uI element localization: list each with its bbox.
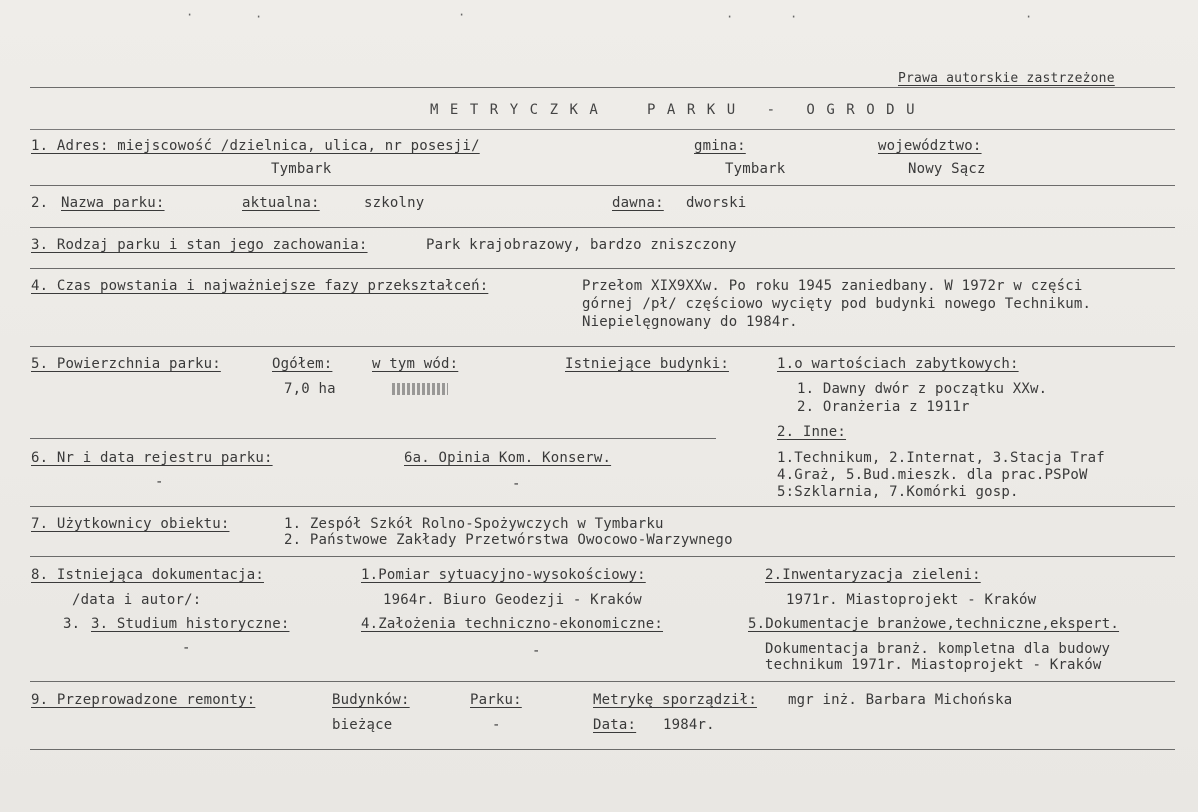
other-buildings-line-2: 4.Graż, 5.Bud.mieszk. dla prac.PSPoW xyxy=(777,467,1088,483)
buildings-label: Istniejące budynki: xyxy=(565,356,729,372)
greenery-inventory-label: 2.Inwentaryzacja zieleni: xyxy=(765,567,981,583)
divider xyxy=(30,438,716,439)
other-buildings-line-1: 1.Technikum, 2.Internat, 3.Stacja Traf xyxy=(777,450,1105,466)
current-name-label: aktualna: xyxy=(242,195,320,211)
date-label: Data: xyxy=(593,717,637,733)
historic-buildings-label: 1.o wartościach zabytkowych: xyxy=(777,356,1019,372)
branch-docs-label: 5.Dokumentacje branżowe,techniczne,ekspert. xyxy=(748,616,1120,632)
divider xyxy=(30,506,1175,507)
prepared-by-value: mgr inż. Barbara Michońska xyxy=(788,692,1013,708)
building-repairs-label: Budynków: xyxy=(332,692,410,708)
page-title-secondary: PARKU - OGRODU xyxy=(647,102,927,118)
current-name-value: szkolny xyxy=(364,195,425,211)
gmina-value: Tymbark xyxy=(725,161,786,177)
tech-econ-label: 4.Założenia techniczno-ekonomiczne: xyxy=(361,616,664,632)
conservator-opinion-label: 6a. Opinia Kom. Konserw. xyxy=(404,450,612,466)
scan-mark: · xyxy=(458,8,466,22)
page-title: METRYCZKA xyxy=(430,102,610,118)
scan-mark: · xyxy=(726,10,734,24)
divider xyxy=(30,268,1175,269)
divider xyxy=(30,227,1175,228)
divider xyxy=(30,749,1175,750)
tech-econ-value: - xyxy=(532,643,541,659)
scan-mark: · xyxy=(790,10,798,24)
greenery-inventory-value: 1971r. Miastoprojekt - Kraków xyxy=(786,592,1037,608)
park-type-label: 3. Rodzaj parku i stan jego zachowania: xyxy=(31,237,368,253)
history-line-3: Niepielęgnowany do 1984r. xyxy=(582,314,798,330)
park-name-number: 2. xyxy=(31,195,49,211)
historical-study-value: - xyxy=(182,640,191,656)
gmina-label: gmina: xyxy=(694,138,746,154)
conservator-opinion-value: - xyxy=(512,476,521,492)
date-value: 1984r. xyxy=(663,717,715,733)
former-name-label: dawna: xyxy=(612,195,664,211)
scan-mark: · xyxy=(1025,10,1033,24)
history-label: 4. Czas powstania i najważniejsze fazy przekształceń: xyxy=(31,278,489,294)
scan-mark: · xyxy=(186,8,194,22)
area-label: 5. Powierzchnia parku: xyxy=(31,356,221,372)
repairs-label: 9. Przeprowadzone remonty: xyxy=(31,692,256,708)
total-area-value: 7,0 ha xyxy=(284,381,336,397)
prepared-by-label: Metrykę sporządził: xyxy=(593,692,757,708)
voivodeship-label: województwo: xyxy=(878,138,982,154)
history-line-2: górnej /pł/ częściowo wycięty pod budynki nowego Technikum. xyxy=(582,296,1092,312)
scan-mark: · xyxy=(255,10,263,24)
other-buildings-label: 2. Inne: xyxy=(777,424,847,440)
user-2: 2. Państwowe Zakłady Przetwórstwa Owocowo-Warzywnego xyxy=(284,532,733,548)
water-area-label: w tym wód: xyxy=(372,356,459,372)
documentation-label: 8. Istniejąca dokumentacja: xyxy=(31,567,264,583)
park-type-value: Park krajobrazowy, bardzo zniszczony xyxy=(426,237,737,253)
divider xyxy=(30,185,1175,186)
divider xyxy=(30,346,1175,347)
historical-study-number: 3. xyxy=(63,616,81,632)
building-repairs-value: bieżące xyxy=(332,717,393,733)
register-label: 6. Nr i data rejestru parku: xyxy=(31,450,273,466)
former-name-value: dworski xyxy=(686,195,747,211)
survey-value: 1964r. Biuro Geodezji - Kraków xyxy=(383,592,642,608)
divider xyxy=(30,681,1175,682)
copyright-notice: Prawa autorskie zastrzeżone xyxy=(898,71,1115,86)
address-label: 1. Adres: miejscowość /dzielnica, ulica, nr posesji/ xyxy=(31,138,480,154)
divider xyxy=(30,87,1175,88)
user-1: 1. Zespół Szkół Rolno-Spożywczych w Tymbarku xyxy=(284,516,664,532)
branch-docs-line-1: Dokumentacja branż. kompletna dla budowy xyxy=(765,641,1111,657)
historic-building-1: 1. Dawny dwór z początku XXw. xyxy=(797,381,1048,397)
users-label: 7. Użytkownicy obiektu: xyxy=(31,516,230,532)
history-line-1: Przełom XIX9XXw. Po roku 1945 zaniedbany. W 1972r w części xyxy=(582,278,1083,294)
crossed-out-mark xyxy=(392,383,448,395)
divider xyxy=(30,556,1175,557)
voivodeship-value: Nowy Sącz xyxy=(908,161,986,177)
park-repairs-value: - xyxy=(492,717,501,733)
other-buildings-line-3: 5:Szklarnia, 7.Komórki gosp. xyxy=(777,484,1019,500)
divider xyxy=(30,129,1175,130)
survey-label: 1.Pomiar sytuacyjno-wysokościowy: xyxy=(361,567,646,583)
register-value: - xyxy=(155,474,164,490)
historic-building-2: 2. Oranżeria z 1911r xyxy=(797,399,970,415)
documentation-sub-label: /data i autor/: xyxy=(72,592,202,608)
park-repairs-label: Parku: xyxy=(470,692,522,708)
locality-value: Tymbark xyxy=(271,161,332,177)
total-area-label: Ogółem: xyxy=(272,356,333,372)
park-name-label: Nazwa parku: xyxy=(61,195,165,211)
branch-docs-line-2: technikum 1971r. Miastoprojekt - Kraków xyxy=(765,657,1102,673)
historical-study-label: 3. Studium historyczne: xyxy=(91,616,290,632)
